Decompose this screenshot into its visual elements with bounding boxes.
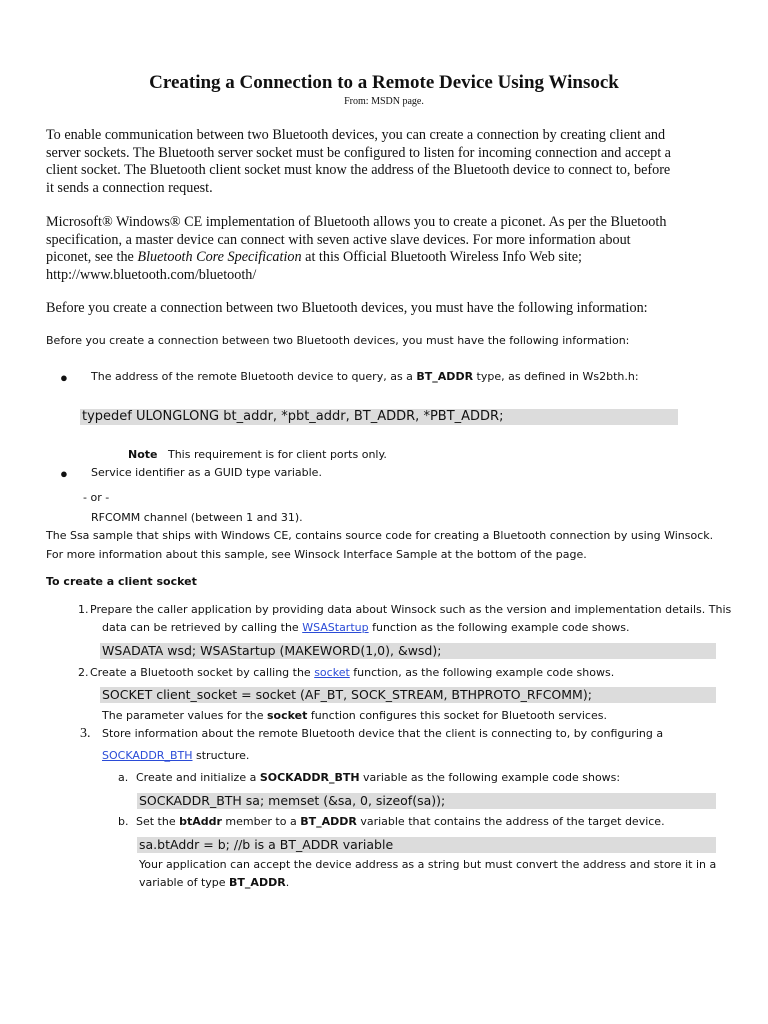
source-note: From: MSDN page. [344,96,424,107]
intro-p1-line: client socket. The Bluetooth client socket must know the address of the Bluetooth device to connect to, before [46,162,671,179]
substep-b-pre: Set the [136,815,180,828]
substep-a-pre: Create and initialize a [136,771,260,784]
code-typedef: typedef ULONGLONG bt_addr, *pbt_addr, BT_ADDR, *PBT_ADDR; [80,409,678,425]
section-heading: To create a client socket [46,575,197,588]
substep-b-note-pre: variable of type [139,876,230,889]
btaddr-member-term: btAddr [179,815,222,828]
socket-term: socket [266,709,308,722]
intro-p2-line [46,249,666,267]
intro-p1-line: To enable communication between two Bluetooth devices, you can create a connection by creating client and [46,127,666,143]
code-wsastartup: WSADATA wsd; WSAStartup (MAKEWORD(1,0), &wsd); [100,643,716,659]
spec-title: Bluetooth Core Specification [137,249,302,266]
rfcomm-channel-text: RFCOMM channel (between 1 and 31). [91,511,303,524]
step-2-number: 2. [78,666,89,679]
bullet-dot: ● [60,466,68,481]
step-2-text-pre: Create a Bluetooth socket by calling the [90,666,315,679]
step-3-number: 3. [80,726,91,741]
step-1-text [102,621,630,635]
note-line [128,448,387,462]
sockaddr-bth-link[interactable]: SOCKADDR_BTH [102,749,193,762]
ssa-sample-text: The Ssa sample that ships with Windows CE, contains source code for creating a Bluetooth connection by using Winsock. [46,529,714,542]
step-2-note [102,709,607,723]
intro-p2-text: piconet, see the [46,249,138,266]
intro-p2-text: at this Official Bluetooth Wireless Info Web site; [301,249,583,266]
sockaddr-bth-term: SOCKADDR_BTH [259,771,360,784]
substep-b-mid: member to a [221,815,301,828]
step-2-note-pre: The parameter values for the [102,709,267,722]
code-socket: SOCKET client_socket = socket (AF_BT, SOCK_STREAM, BTHPROTO_RFCOMM); [100,687,716,703]
step-2-note-post: function configures this socket for Bluetooth services. [307,709,607,722]
ssa-sample-text: For more information about this sample, see Winsock Interface Sample at the bottom of the page. [46,548,587,561]
intro-p2-line: Microsoft® Windows® CE implementation of Bluetooth allows you to create a piconet. As per the Bluetooth [46,214,667,230]
substep-b-label: b. [118,815,129,828]
substep-b-note: Your application can accept the device address as a string but must convert the address and store it in a [139,858,717,871]
before-info-text: Before you create a connection between two Bluetooth devices, you must have the following information: [46,334,630,347]
substep-b-post: variable that contains the address of the target device. [356,815,665,828]
step-1-text-pre: data can be retrieved by calling the [102,621,303,634]
page-title: Creating a Connection to a Remote Device Using Winsock [149,72,619,93]
bullet-text: type, as defined in Ws2bth.h: [473,370,639,383]
wsastartup-link[interactable]: WSAStartup [302,621,369,634]
step-3-text-post: structure. [192,749,250,762]
step-2-text [90,666,614,680]
intro-p1-line: server sockets. The Bluetooth server socket must be configured to listen for incoming connection and accept a [46,144,671,161]
intro-paragraph-1 [46,127,671,197]
substep-a-text [136,771,620,785]
intro-paragraph-3: Before you create a connection between two Bluetooth devices, you must have the following information: [46,300,648,316]
bt-addr-term: BT_ADDR [416,370,474,383]
socket-link[interactable]: socket [314,666,350,679]
substep-b-note [139,876,289,890]
intro-paragraph-2 [46,214,666,284]
or-separator: - or - [83,491,110,504]
code-btaddr: sa.btAddr = b; //b is a BT_ADDR variable [137,837,716,853]
intro-p1-line: it sends a connection request. [46,179,213,196]
step-3-text [102,749,249,763]
note-text: This requirement is for client ports only. [167,448,387,461]
step-1-text-post: function as the following example code shows. [368,621,630,634]
substep-a-post: variable as the following example code shows: [359,771,621,784]
note-label: Note [128,448,158,461]
substep-b-text [136,815,665,829]
bullet-item-service-id: Service identifier as a GUID type variable. [91,466,322,479]
bullet-item-address [91,370,639,384]
bt-addr-term: BT_ADDR [229,876,286,889]
step-1-text: Prepare the caller application by providing data about Winsock such as the version and implementation details. This [90,603,732,616]
code-sockaddr: SOCKADDR_BTH sa; memset (&sa, 0, sizeof(sa)); [137,793,716,809]
substep-b-note-post: . [285,876,290,889]
bluetooth-url: http://www.bluetooth.com/bluetooth/ [46,266,257,283]
bullet-dot: ● [60,370,68,385]
step-3-text: Store information about the remote Bluetooth device that the client is connecting to, by configuring a [102,727,664,740]
substep-a-label: a. [118,771,129,784]
bt-addr-term: BT_ADDR [300,815,357,828]
step-1-number: 1. [78,603,89,616]
step-2-text-post: function, as the following example code shows. [349,666,615,679]
bullet-text: The address of the remote Bluetooth device to query, as a [91,370,417,383]
intro-p2-line: specification, a master device can connect with seven active slave devices. For more information about [46,231,631,248]
